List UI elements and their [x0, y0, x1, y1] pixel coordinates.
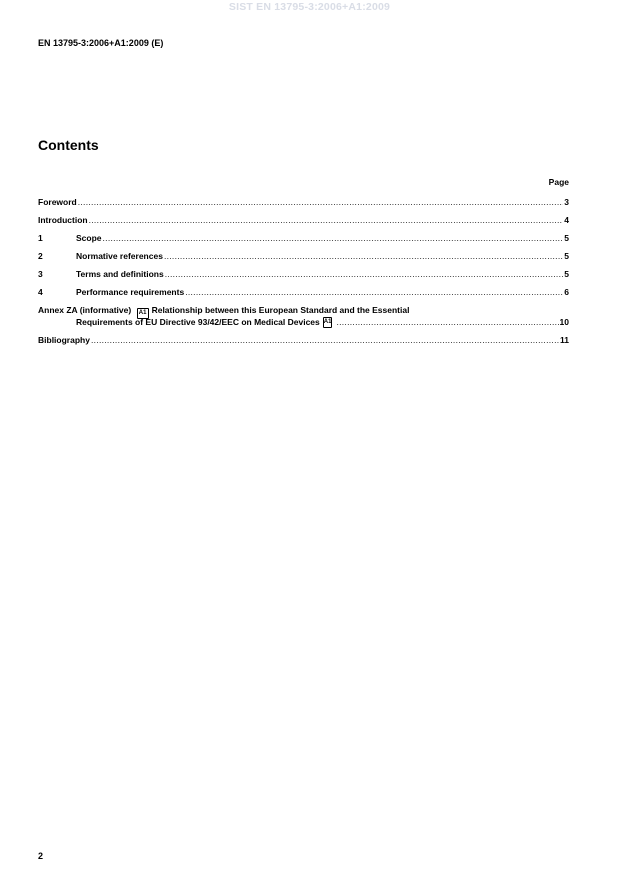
- toc-entry-bibliography[interactable]: [38, 334, 569, 346]
- toc-entry-page: 6: [564, 287, 569, 297]
- toc-leader-dots: [185, 286, 563, 298]
- table-of-contents: [38, 196, 569, 352]
- watermark: SIST EN 13795-3:2006+A1:2009: [228, 1, 391, 13]
- toc-leader-dots: [78, 196, 564, 208]
- toc-entry-number: 3: [38, 269, 43, 279]
- contents-title: Contents: [38, 137, 99, 153]
- toc-entry-label: Normative references: [76, 251, 163, 261]
- annex-title-text-2: Requirements of EU Directive 93/42/EEC on Medical Devices: [76, 317, 320, 327]
- toc-entry-annex-za[interactable]: [38, 304, 569, 328]
- toc-entry-normative-references[interactable]: [38, 250, 569, 262]
- toc-entry-number: 1: [38, 233, 43, 243]
- toc-entry-page: 11: [560, 335, 569, 345]
- toc-leader-dots: [165, 268, 564, 280]
- toc-leader-dots: [91, 334, 559, 346]
- toc-entry-label: Foreword: [38, 197, 77, 207]
- annex-title-text-1: Relationship between this European Standard and the Essential: [151, 305, 410, 315]
- toc-entry-page: 10: [559, 317, 569, 327]
- amendment-end-icon: A1: [323, 317, 333, 328]
- annex-title-line-1: [38, 304, 569, 316]
- toc-entry-introduction[interactable]: [38, 214, 569, 226]
- toc-entry-performance-requirements[interactable]: [38, 286, 569, 298]
- amendment-start-icon: A1: [137, 308, 149, 319]
- document-id-header: EN 13795-3:2006+A1:2009 (E): [38, 38, 164, 48]
- toc-leader-dots: [164, 250, 563, 262]
- toc-entry-page: 4: [564, 215, 569, 225]
- annex-prefix: Annex ZA (informative): [38, 305, 132, 315]
- toc-entry-page: 5: [564, 233, 569, 243]
- toc-entry-label: Scope: [76, 233, 102, 243]
- toc-entry-page: 5: [564, 269, 569, 279]
- toc-entry-foreword[interactable]: [38, 196, 569, 208]
- toc-entry-number: 4: [38, 287, 43, 297]
- toc-entry-number: 2: [38, 251, 43, 261]
- toc-entry-label: Introduction: [38, 215, 88, 225]
- toc-entry-terms-and-definitions[interactable]: [38, 268, 569, 280]
- toc-entry-label: Performance requirements: [76, 287, 185, 297]
- page-column-label: Page: [548, 177, 569, 187]
- toc-entry-label: Bibliography: [38, 335, 90, 345]
- toc-entry-label: Terms and definitions: [76, 269, 164, 279]
- toc-leader-dots: [103, 232, 564, 244]
- toc-entry-page: 3: [564, 197, 569, 207]
- page-number: 2: [38, 851, 44, 861]
- toc-leader-dots: [336, 316, 558, 328]
- toc-leader-dots: [89, 214, 564, 226]
- toc-entry-scope[interactable]: [38, 232, 569, 244]
- toc-entry-page: 5: [564, 251, 569, 261]
- annex-title-line-2: [38, 316, 569, 328]
